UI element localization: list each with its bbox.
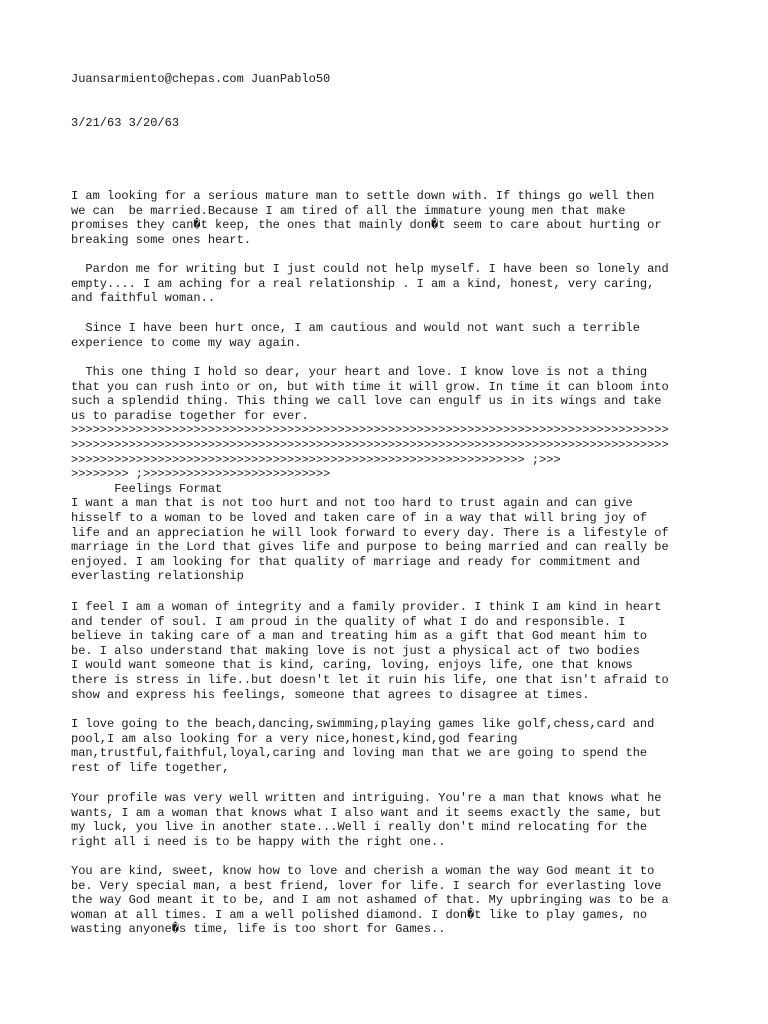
text-line: experience to come my way again.	[71, 335, 302, 350]
section-heading: Feelings Format	[71, 481, 223, 496]
text-line: Your profile was very well written and intriguing. You're a man that knows what he	[71, 791, 662, 805]
text-line: I would want someone that is kind, caring, loving, enjoys life, one that knows	[71, 658, 633, 673]
text-line: such a splendid thing. This thing we call love can engulf us in its wings and take	[71, 394, 662, 409]
text-line: woman at all times. I am a well polished diamond. I don�t like to play games, no	[71, 907, 648, 922]
text-line: my luck, you live in another state...Well i really don't mind relocating for the	[71, 820, 648, 835]
text-line: enjoyed. I am looking for that quality of marriage and ready for commitment and	[71, 554, 640, 569]
text-line: I want a man that is not too hurt and not too hard to trust again and can give	[71, 496, 633, 511]
separator-line: >>>>>>>>>>>>>>>>>>>>>>>>>>>>>>>>>>>>>>>>>>>>>>>>>>>>>>>>>>>>>>>>>>>>>>>>>>>>>>>>>>>	[71, 423, 669, 438]
text-line: pool,I am also looking for a very nice,honest,kind,god fearing	[71, 731, 518, 746]
text-line: that you can rush into or on, but with time it will grow. In time it can bloom into	[71, 379, 669, 394]
paragraph-8	[71, 864, 669, 937]
header-emails	[71, 72, 330, 87]
text-line: promises they can�t keep, the ones that mainly don�t seem to care about hurting or	[71, 218, 662, 233]
text-line: and faithful woman..	[71, 291, 216, 306]
paragraph-3	[71, 321, 640, 350]
text-line: the way God meant it to be, and I am not ashamed of that. My upbringing was to be a	[71, 893, 669, 908]
text-line: man,trustful,faithful,loyal,caring and loving man that we are going to spend the	[71, 746, 648, 761]
paragraph-6	[71, 717, 654, 775]
paragraph-2	[71, 262, 669, 306]
text-line: Since I have been hurt once, I am cautious and would not want such a terrible	[71, 321, 640, 335]
text-line: I love going to the beach,dancing,swimming,playing games like golf,chess,card and	[71, 717, 655, 731]
separator-line: >>>>>>>> ;>>>>>>>>>>>>>>>>>>>>>>>>>>	[71, 467, 331, 482]
text-line: right all i need is to be happy with the right one..	[71, 834, 446, 849]
text-line: wants, I am a woman that knows what I also want and it seems exactly the same, but	[71, 805, 662, 820]
text-line: show and express his feelings, someone that agrees to disagree at times.	[71, 687, 590, 702]
text-line: believe in taking care of a man and treating him as a gift that God meant him to	[71, 629, 648, 644]
text-line: be. Very special man, a best friend, lover for life. I search for everlasting love	[71, 878, 662, 893]
text-line: marriage in the Lord that gives life and purpose to being married and can really be	[71, 540, 669, 555]
separator-line: >>>>>>>>>>>>>>>>>>>>>>>>>>>>>>>>>>>>>>>>>>>>>>>>>>>>>>>>>>>>>>> ;>>>	[71, 452, 561, 467]
separator-line: >>>>>>>>>>>>>>>>>>>>>>>>>>>>>>>>>>>>>>>>>>>>>>>>>>>>>>>>>>>>>>>>>>>>>>>>>>>>>>>>>>>	[71, 437, 669, 452]
text-line: You are kind, sweet, know how to love and cherish a woman the way God meant it to	[71, 864, 655, 878]
text-line: Pardon me for writing but I just could not help myself. I have been so lonely and	[71, 262, 669, 276]
text-line: be. I also understand that making love is not just a physical act of two bodies	[71, 643, 640, 658]
text-line: This one thing I hold so dear, your heart and love. I know love is not a thing	[71, 365, 648, 379]
header-emails-line: Juansarmiento@chepas.com JuanPablo50	[71, 72, 331, 86]
paragraph-1	[71, 189, 662, 247]
text-line: hisself to a woman to be loved and taken care of in a way that will bring joy of	[71, 510, 648, 525]
paragraph-4	[71, 365, 669, 584]
text-line: there is stress in life..but doesn't let it ruin his life, one that isn't afraid to	[71, 672, 669, 687]
text-line: us to paradise together for ever.	[71, 408, 309, 423]
text-line: we can be married.Because I am tired of all the immature young men that make	[71, 203, 626, 218]
text-line: empty.... I am aching for a real relationship . I am a kind, honest, very caring,	[71, 276, 655, 291]
text-line: everlasting relationship	[71, 569, 244, 584]
text-line: rest of life together,	[71, 760, 230, 775]
text-line: I am looking for a serious mature man to settle down with. If things go well then	[71, 189, 655, 203]
header-dates	[71, 116, 179, 131]
header-dates-line: 3/21/63 3/20/63	[71, 116, 180, 130]
text-line: breaking some ones heart.	[71, 232, 252, 247]
paragraph-7	[71, 791, 662, 849]
text-line: life and an appreciation he will look forward to every day. There is a lifestyle of	[71, 525, 669, 540]
text-line: wasting anyone�s time, life is too short for Games..	[71, 922, 446, 937]
paragraph-5	[71, 600, 669, 702]
text-line: and tender of soul. I am proud in the quality of what I do and responsible. I	[71, 614, 626, 629]
text-line: I feel I am a woman of integrity and a family provider. I think I am kind in heart	[71, 600, 662, 614]
